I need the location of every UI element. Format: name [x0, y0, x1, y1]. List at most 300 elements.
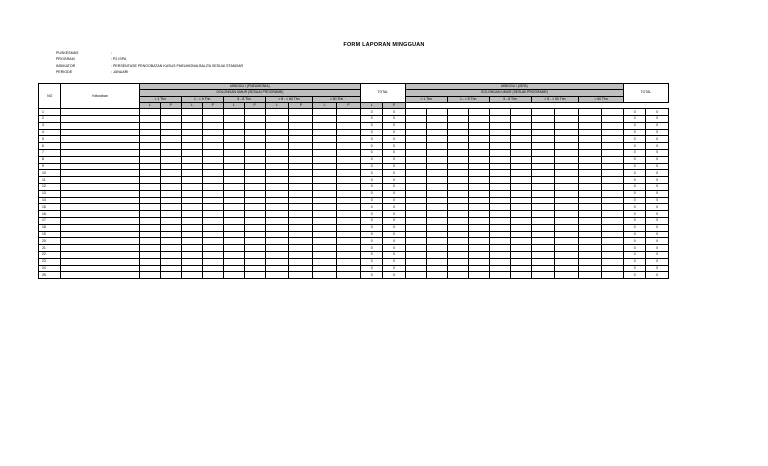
count-cell[interactable] [139, 129, 160, 136]
count-cell[interactable] [289, 224, 313, 231]
count-cell[interactable] [244, 129, 265, 136]
kelurahan-cell[interactable] [61, 224, 139, 231]
count-cell[interactable] [289, 211, 313, 218]
count-cell[interactable] [531, 245, 555, 252]
count-cell[interactable] [447, 136, 468, 143]
count-cell[interactable] [447, 245, 468, 252]
count-cell[interactable] [223, 224, 244, 231]
count-cell[interactable] [510, 122, 531, 129]
count-cell[interactable] [489, 265, 510, 272]
count-cell[interactable] [579, 231, 601, 238]
count-cell[interactable] [579, 265, 601, 272]
count-cell[interactable] [489, 156, 510, 163]
count-cell[interactable] [579, 204, 601, 211]
count-cell[interactable] [555, 197, 579, 204]
kelurahan-cell[interactable] [61, 251, 139, 258]
count-cell[interactable] [337, 211, 361, 218]
count-cell[interactable] [510, 265, 531, 272]
count-cell[interactable] [447, 163, 468, 170]
count-cell[interactable] [202, 149, 223, 156]
count-cell[interactable] [223, 163, 244, 170]
count-cell[interactable] [531, 258, 555, 265]
count-cell[interactable] [139, 204, 160, 211]
kelurahan-cell[interactable] [61, 204, 139, 211]
count-cell[interactable] [181, 183, 202, 190]
count-cell[interactable] [405, 129, 426, 136]
count-cell[interactable] [223, 156, 244, 163]
count-cell[interactable] [160, 109, 181, 116]
count-cell[interactable] [426, 109, 447, 116]
count-cell[interactable] [202, 204, 223, 211]
count-cell[interactable] [555, 177, 579, 184]
count-cell[interactable] [426, 204, 447, 211]
count-cell[interactable] [139, 183, 160, 190]
kelurahan-cell[interactable] [61, 115, 139, 122]
count-cell[interactable] [447, 156, 468, 163]
count-cell[interactable] [468, 245, 489, 252]
count-cell[interactable] [139, 190, 160, 197]
count-cell[interactable] [139, 231, 160, 238]
count-cell[interactable] [265, 238, 289, 245]
count-cell[interactable] [601, 136, 623, 143]
count-cell[interactable] [447, 258, 468, 265]
count-cell[interactable] [313, 163, 337, 170]
count-cell[interactable] [337, 217, 361, 224]
count-cell[interactable] [531, 109, 555, 116]
kelurahan-cell[interactable] [61, 258, 139, 265]
count-cell[interactable] [405, 251, 426, 258]
count-cell[interactable] [244, 115, 265, 122]
count-cell[interactable] [510, 238, 531, 245]
count-cell[interactable] [555, 115, 579, 122]
count-cell[interactable] [426, 183, 447, 190]
count-cell[interactable] [510, 251, 531, 258]
count-cell[interactable] [555, 211, 579, 218]
count-cell[interactable] [447, 211, 468, 218]
count-cell[interactable] [447, 217, 468, 224]
count-cell[interactable] [601, 217, 623, 224]
kelurahan-cell[interactable] [61, 211, 139, 218]
count-cell[interactable] [579, 136, 601, 143]
count-cell[interactable] [468, 231, 489, 238]
count-cell[interactable] [555, 251, 579, 258]
count-cell[interactable] [555, 265, 579, 272]
count-cell[interactable] [289, 265, 313, 272]
count-cell[interactable] [531, 204, 555, 211]
count-cell[interactable] [244, 122, 265, 129]
count-cell[interactable] [160, 258, 181, 265]
count-cell[interactable] [202, 109, 223, 116]
count-cell[interactable] [160, 231, 181, 238]
count-cell[interactable] [202, 238, 223, 245]
count-cell[interactable] [265, 183, 289, 190]
count-cell[interactable] [265, 163, 289, 170]
count-cell[interactable] [289, 109, 313, 116]
count-cell[interactable] [181, 204, 202, 211]
count-cell[interactable] [531, 183, 555, 190]
count-cell[interactable] [601, 183, 623, 190]
count-cell[interactable] [160, 190, 181, 197]
count-cell[interactable] [510, 136, 531, 143]
count-cell[interactable] [313, 156, 337, 163]
count-cell[interactable] [313, 183, 337, 190]
count-cell[interactable] [181, 245, 202, 252]
count-cell[interactable] [601, 170, 623, 177]
count-cell[interactable] [289, 163, 313, 170]
count-cell[interactable] [265, 115, 289, 122]
count-cell[interactable] [468, 183, 489, 190]
count-cell[interactable] [139, 211, 160, 218]
count-cell[interactable] [426, 197, 447, 204]
count-cell[interactable] [468, 190, 489, 197]
count-cell[interactable] [601, 197, 623, 204]
count-cell[interactable] [313, 258, 337, 265]
kelurahan-cell[interactable] [61, 136, 139, 143]
count-cell[interactable] [579, 183, 601, 190]
count-cell[interactable] [337, 170, 361, 177]
count-cell[interactable] [202, 170, 223, 177]
kelurahan-cell[interactable] [61, 272, 139, 279]
count-cell[interactable] [601, 156, 623, 163]
count-cell[interactable] [265, 258, 289, 265]
count-cell[interactable] [223, 136, 244, 143]
count-cell[interactable] [531, 272, 555, 279]
count-cell[interactable] [555, 163, 579, 170]
count-cell[interactable] [510, 115, 531, 122]
count-cell[interactable] [426, 245, 447, 252]
count-cell[interactable] [139, 251, 160, 258]
count-cell[interactable] [265, 251, 289, 258]
count-cell[interactable] [181, 258, 202, 265]
count-cell[interactable] [426, 177, 447, 184]
count-cell[interactable] [555, 156, 579, 163]
count-cell[interactable] [181, 156, 202, 163]
count-cell[interactable] [289, 136, 313, 143]
count-cell[interactable] [510, 190, 531, 197]
count-cell[interactable] [579, 149, 601, 156]
count-cell[interactable] [244, 177, 265, 184]
count-cell[interactable] [601, 109, 623, 116]
count-cell[interactable] [601, 190, 623, 197]
count-cell[interactable] [223, 272, 244, 279]
count-cell[interactable] [468, 272, 489, 279]
count-cell[interactable] [510, 149, 531, 156]
count-cell[interactable] [244, 156, 265, 163]
count-cell[interactable] [579, 211, 601, 218]
count-cell[interactable] [160, 149, 181, 156]
count-cell[interactable] [313, 149, 337, 156]
count-cell[interactable] [313, 224, 337, 231]
count-cell[interactable] [489, 109, 510, 116]
count-cell[interactable] [601, 238, 623, 245]
count-cell[interactable] [139, 143, 160, 150]
count-cell[interactable] [202, 115, 223, 122]
count-cell[interactable] [337, 109, 361, 116]
count-cell[interactable] [289, 143, 313, 150]
count-cell[interactable] [489, 251, 510, 258]
count-cell[interactable] [579, 177, 601, 184]
count-cell[interactable] [223, 183, 244, 190]
count-cell[interactable] [579, 190, 601, 197]
count-cell[interactable] [337, 143, 361, 150]
count-cell[interactable] [139, 156, 160, 163]
count-cell[interactable] [510, 177, 531, 184]
count-cell[interactable] [265, 224, 289, 231]
count-cell[interactable] [447, 143, 468, 150]
count-cell[interactable] [405, 272, 426, 279]
count-cell[interactable] [139, 197, 160, 204]
count-cell[interactable] [510, 272, 531, 279]
count-cell[interactable] [468, 217, 489, 224]
count-cell[interactable] [489, 204, 510, 211]
count-cell[interactable] [289, 238, 313, 245]
kelurahan-cell[interactable] [61, 163, 139, 170]
count-cell[interactable] [202, 156, 223, 163]
count-cell[interactable] [426, 251, 447, 258]
kelurahan-cell[interactable] [61, 217, 139, 224]
count-cell[interactable] [531, 217, 555, 224]
count-cell[interactable] [337, 251, 361, 258]
count-cell[interactable] [447, 177, 468, 184]
count-cell[interactable] [244, 163, 265, 170]
count-cell[interactable] [531, 177, 555, 184]
count-cell[interactable] [289, 217, 313, 224]
count-cell[interactable] [510, 217, 531, 224]
count-cell[interactable] [181, 251, 202, 258]
count-cell[interactable] [468, 177, 489, 184]
count-cell[interactable] [426, 211, 447, 218]
count-cell[interactable] [244, 258, 265, 265]
count-cell[interactable] [181, 115, 202, 122]
count-cell[interactable] [531, 115, 555, 122]
count-cell[interactable] [531, 149, 555, 156]
count-cell[interactable] [510, 231, 531, 238]
count-cell[interactable] [202, 197, 223, 204]
count-cell[interactable] [579, 115, 601, 122]
count-cell[interactable] [313, 143, 337, 150]
count-cell[interactable] [531, 224, 555, 231]
count-cell[interactable] [555, 109, 579, 116]
count-cell[interactable] [244, 183, 265, 190]
count-cell[interactable] [531, 265, 555, 272]
count-cell[interactable] [447, 265, 468, 272]
count-cell[interactable] [531, 197, 555, 204]
count-cell[interactable] [313, 129, 337, 136]
count-cell[interactable] [489, 224, 510, 231]
count-cell[interactable] [265, 211, 289, 218]
count-cell[interactable] [579, 217, 601, 224]
count-cell[interactable] [405, 115, 426, 122]
count-cell[interactable] [337, 156, 361, 163]
count-cell[interactable] [223, 197, 244, 204]
count-cell[interactable] [601, 204, 623, 211]
count-cell[interactable] [405, 224, 426, 231]
count-cell[interactable] [265, 129, 289, 136]
count-cell[interactable] [468, 143, 489, 150]
count-cell[interactable] [337, 122, 361, 129]
count-cell[interactable] [265, 156, 289, 163]
count-cell[interactable] [405, 217, 426, 224]
count-cell[interactable] [313, 251, 337, 258]
count-cell[interactable] [426, 190, 447, 197]
count-cell[interactable] [160, 177, 181, 184]
count-cell[interactable] [555, 231, 579, 238]
count-cell[interactable] [601, 265, 623, 272]
kelurahan-cell[interactable] [61, 245, 139, 252]
count-cell[interactable] [426, 122, 447, 129]
count-cell[interactable] [555, 258, 579, 265]
count-cell[interactable] [489, 238, 510, 245]
count-cell[interactable] [579, 238, 601, 245]
count-cell[interactable] [313, 115, 337, 122]
count-cell[interactable] [202, 136, 223, 143]
count-cell[interactable] [405, 231, 426, 238]
count-cell[interactable] [289, 245, 313, 252]
count-cell[interactable] [160, 156, 181, 163]
count-cell[interactable] [265, 217, 289, 224]
count-cell[interactable] [289, 183, 313, 190]
count-cell[interactable] [313, 122, 337, 129]
count-cell[interactable] [244, 224, 265, 231]
count-cell[interactable] [426, 265, 447, 272]
count-cell[interactable] [160, 224, 181, 231]
count-cell[interactable] [223, 170, 244, 177]
count-cell[interactable] [426, 136, 447, 143]
count-cell[interactable] [223, 245, 244, 252]
kelurahan-cell[interactable] [61, 149, 139, 156]
count-cell[interactable] [223, 258, 244, 265]
count-cell[interactable] [265, 272, 289, 279]
count-cell[interactable] [160, 217, 181, 224]
count-cell[interactable] [181, 109, 202, 116]
count-cell[interactable] [510, 109, 531, 116]
count-cell[interactable] [244, 170, 265, 177]
count-cell[interactable] [601, 115, 623, 122]
count-cell[interactable] [468, 163, 489, 170]
count-cell[interactable] [579, 258, 601, 265]
count-cell[interactable] [555, 129, 579, 136]
count-cell[interactable] [160, 238, 181, 245]
count-cell[interactable] [601, 245, 623, 252]
count-cell[interactable] [468, 204, 489, 211]
count-cell[interactable] [223, 217, 244, 224]
count-cell[interactable] [160, 136, 181, 143]
count-cell[interactable] [555, 149, 579, 156]
count-cell[interactable] [468, 109, 489, 116]
count-cell[interactable] [265, 143, 289, 150]
count-cell[interactable] [426, 163, 447, 170]
count-cell[interactable] [289, 177, 313, 184]
kelurahan-cell[interactable] [61, 170, 139, 177]
count-cell[interactable] [202, 258, 223, 265]
count-cell[interactable] [139, 136, 160, 143]
count-cell[interactable] [405, 163, 426, 170]
count-cell[interactable] [447, 109, 468, 116]
count-cell[interactable] [531, 211, 555, 218]
count-cell[interactable] [489, 136, 510, 143]
count-cell[interactable] [265, 265, 289, 272]
count-cell[interactable] [468, 170, 489, 177]
count-cell[interactable] [447, 170, 468, 177]
count-cell[interactable] [202, 211, 223, 218]
kelurahan-cell[interactable] [61, 129, 139, 136]
count-cell[interactable] [405, 170, 426, 177]
count-cell[interactable] [468, 265, 489, 272]
count-cell[interactable] [202, 251, 223, 258]
count-cell[interactable] [579, 109, 601, 116]
count-cell[interactable] [555, 136, 579, 143]
count-cell[interactable] [468, 251, 489, 258]
count-cell[interactable] [265, 109, 289, 116]
count-cell[interactable] [289, 204, 313, 211]
count-cell[interactable] [601, 258, 623, 265]
count-cell[interactable] [289, 190, 313, 197]
count-cell[interactable] [160, 122, 181, 129]
count-cell[interactable] [244, 211, 265, 218]
count-cell[interactable] [489, 258, 510, 265]
count-cell[interactable] [160, 251, 181, 258]
count-cell[interactable] [289, 258, 313, 265]
count-cell[interactable] [447, 129, 468, 136]
count-cell[interactable] [202, 217, 223, 224]
count-cell[interactable] [447, 251, 468, 258]
count-cell[interactable] [601, 143, 623, 150]
count-cell[interactable] [531, 122, 555, 129]
count-cell[interactable] [468, 136, 489, 143]
count-cell[interactable] [265, 136, 289, 143]
count-cell[interactable] [160, 129, 181, 136]
count-cell[interactable] [426, 224, 447, 231]
count-cell[interactable] [313, 204, 337, 211]
count-cell[interactable] [289, 197, 313, 204]
count-cell[interactable] [160, 204, 181, 211]
count-cell[interactable] [265, 245, 289, 252]
count-cell[interactable] [265, 170, 289, 177]
count-cell[interactable] [405, 258, 426, 265]
count-cell[interactable] [181, 129, 202, 136]
count-cell[interactable] [313, 231, 337, 238]
count-cell[interactable] [510, 197, 531, 204]
count-cell[interactable] [160, 245, 181, 252]
count-cell[interactable] [405, 265, 426, 272]
count-cell[interactable] [489, 122, 510, 129]
count-cell[interactable] [244, 231, 265, 238]
count-cell[interactable] [337, 245, 361, 252]
count-cell[interactable] [181, 224, 202, 231]
count-cell[interactable] [405, 143, 426, 150]
count-cell[interactable] [289, 129, 313, 136]
count-cell[interactable] [289, 170, 313, 177]
count-cell[interactable] [426, 231, 447, 238]
count-cell[interactable] [160, 163, 181, 170]
count-cell[interactable] [447, 204, 468, 211]
count-cell[interactable] [181, 238, 202, 245]
count-cell[interactable] [510, 245, 531, 252]
count-cell[interactable] [426, 156, 447, 163]
count-cell[interactable] [181, 217, 202, 224]
count-cell[interactable] [489, 231, 510, 238]
count-cell[interactable] [447, 190, 468, 197]
count-cell[interactable] [244, 109, 265, 116]
count-cell[interactable] [223, 129, 244, 136]
count-cell[interactable] [601, 163, 623, 170]
count-cell[interactable] [223, 231, 244, 238]
count-cell[interactable] [531, 231, 555, 238]
count-cell[interactable] [426, 217, 447, 224]
count-cell[interactable] [579, 251, 601, 258]
count-cell[interactable] [289, 122, 313, 129]
kelurahan-cell[interactable] [61, 156, 139, 163]
